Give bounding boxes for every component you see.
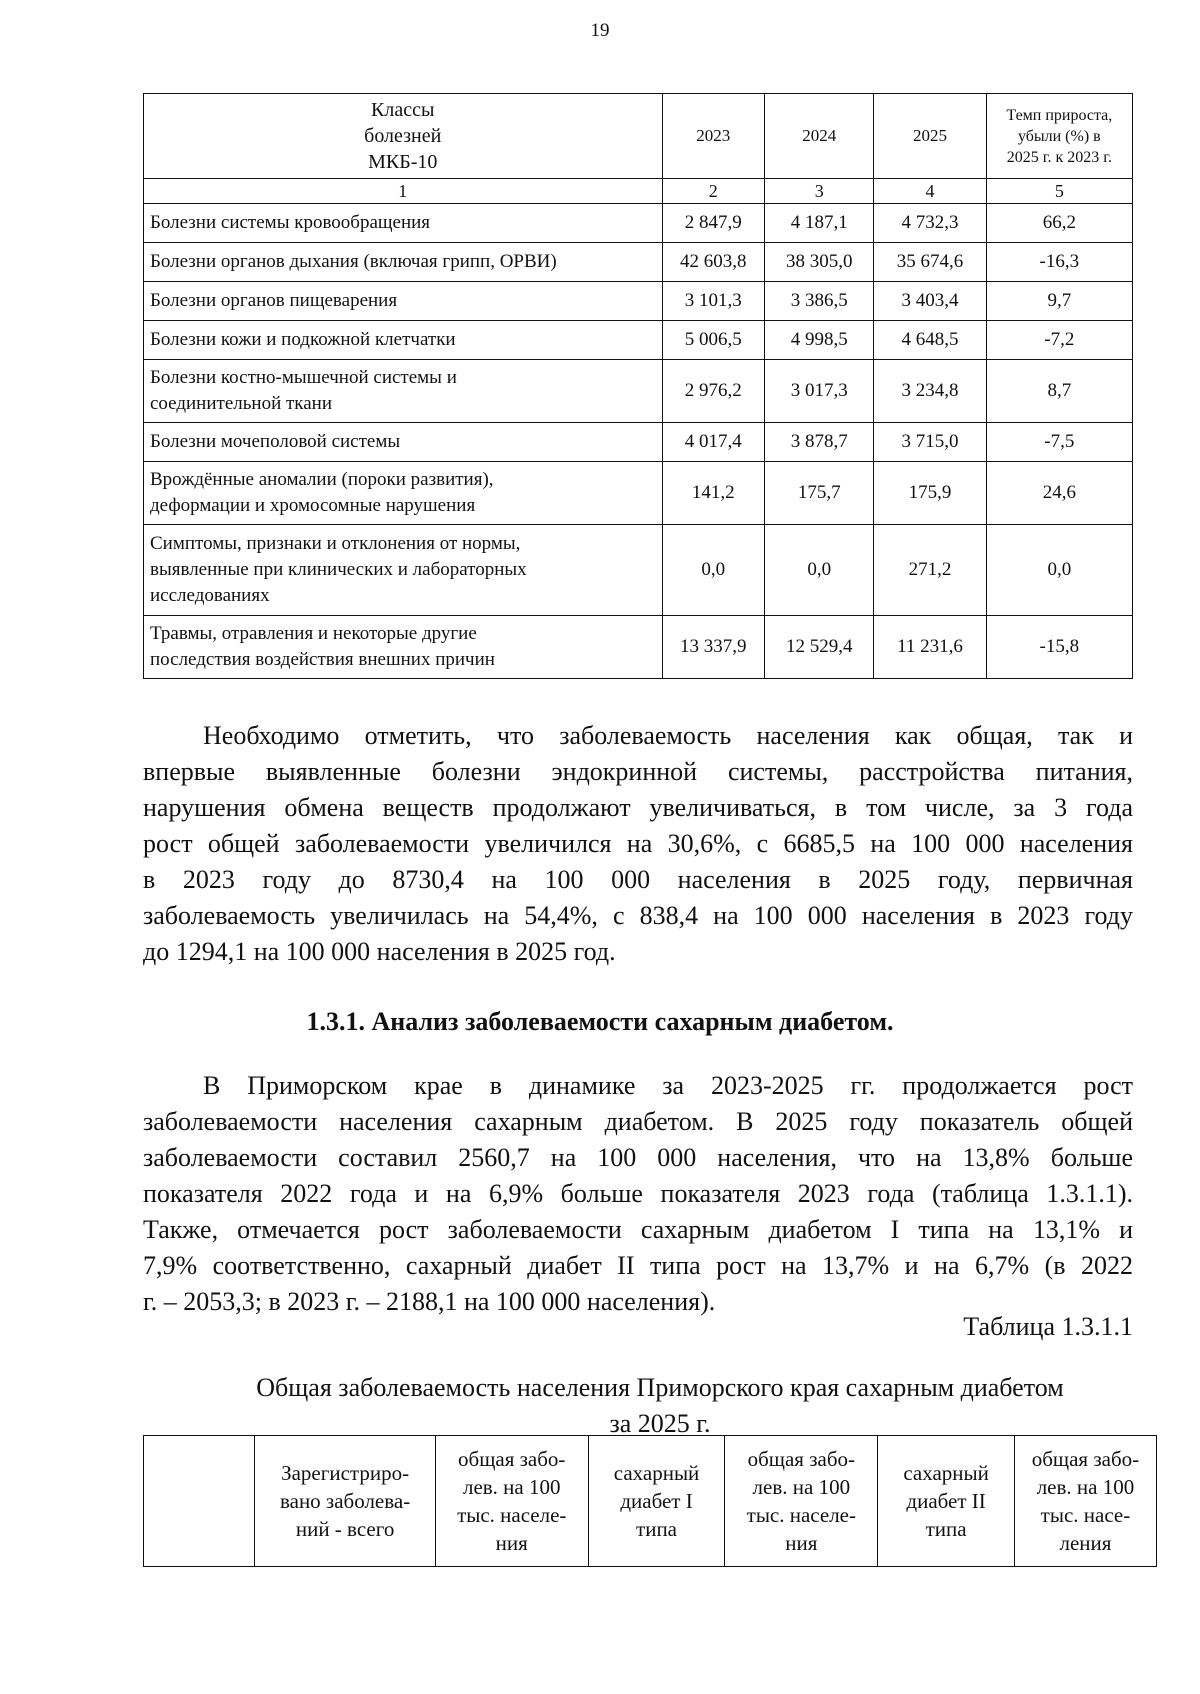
value-2024: 4 187,1 — [765, 204, 874, 243]
value-2024: 12 529,4 — [765, 616, 874, 679]
paragraph-line: показателя 2022 года и на 6,9% больше показателя 2023 года (таблица 1.3.1.1). — [143, 1179, 1133, 1208]
diabetes-table-header-cell — [878, 1436, 1015, 1567]
diabetes-table-header-cell — [144, 1436, 255, 1567]
paragraph-diabetes-analysis — [143, 1068, 1133, 1320]
diabetes-table — [143, 1435, 1157, 1567]
header-line: МКБ-10 — [368, 151, 438, 173]
disease-class-line: Болезни органов пищеварения — [150, 290, 398, 311]
disease-class-line: исследованиях — [150, 585, 270, 606]
header-line: ния — [495, 1531, 528, 1555]
paragraph-line: 7,9% соответственно, сахарный диабет II типа рост на 13,7% и на 6,7% (в 2022 — [143, 1251, 1133, 1280]
growth-rate: 8,7 — [986, 360, 1132, 423]
header-line: лев. на 100 — [462, 1475, 561, 1499]
header-line: ний - всего — [295, 1517, 395, 1541]
table-row — [144, 616, 1133, 679]
diabetes-table-header-cell — [435, 1436, 588, 1567]
paragraph-line: В Приморском крае в динамике за 2023-2025 гг. продолжается рост — [203, 1071, 1133, 1100]
diabetes-table-header-cell — [1014, 1436, 1156, 1567]
header-line: общая забо- — [747, 1447, 856, 1471]
disease-class-line: соединительной ткани — [150, 393, 333, 414]
disease-class-line: Симптомы, признаки и отклонения от нормы, — [150, 533, 521, 554]
paragraph-morbidity-trend — [143, 718, 1133, 970]
value-2023: 2 847,9 — [662, 204, 765, 243]
column-number: 5 — [986, 179, 1132, 204]
growth-rate: -15,8 — [986, 616, 1132, 679]
header-line: болезней — [364, 125, 442, 147]
table-row — [144, 243, 1133, 282]
disease-classes-table — [143, 93, 1133, 679]
value-2025: 35 674,6 — [874, 243, 986, 282]
header-line: 2025 г. к 2023 г. — [1006, 148, 1112, 166]
table-row — [144, 360, 1133, 423]
value-2025: 3 715,0 — [874, 423, 986, 462]
header-line: тыс. насе- — [1040, 1503, 1131, 1527]
paragraph-line: впервые выявленные болезни эндокринной системы, расстройства питания, — [143, 757, 1133, 786]
disease-class-name — [144, 423, 663, 462]
header-line: ния — [785, 1531, 818, 1555]
header-line: диабет II — [906, 1489, 986, 1513]
value-2025: 11 231,6 — [874, 616, 986, 679]
disease-class-name — [144, 525, 663, 616]
value-2023: 2 976,2 — [662, 360, 765, 423]
value-2024: 4 998,5 — [765, 321, 874, 360]
header-line: общая забо- — [1031, 1447, 1140, 1471]
disease-class-name — [144, 321, 663, 360]
growth-rate: 9,7 — [986, 282, 1132, 321]
table-row — [144, 423, 1133, 462]
table-header-row — [144, 94, 1133, 179]
column-number-row — [144, 179, 1133, 204]
value-2023: 3 101,3 — [662, 282, 765, 321]
value-2023: 5 006,5 — [662, 321, 765, 360]
column-number: 4 — [874, 179, 986, 204]
header-disease-class — [144, 94, 663, 179]
disease-class-name — [144, 282, 663, 321]
header-growth-rate — [986, 94, 1132, 179]
paragraph-line: заболеваемость увеличилась на 54,4%, с 838,4 на 100 000 населения в 2023 году — [143, 901, 1133, 930]
growth-rate: 0,0 — [986, 525, 1132, 616]
header-2024: 2024 — [765, 94, 874, 179]
disease-class-line: Болезни системы кровообращения — [150, 212, 431, 233]
table-row — [144, 282, 1133, 321]
table-body — [144, 204, 1133, 679]
value-2024: 3 878,7 — [765, 423, 874, 462]
value-2024: 0,0 — [765, 525, 874, 616]
header-line: диабет I — [620, 1489, 693, 1513]
value-2024: 3 386,5 — [765, 282, 874, 321]
disease-class-line: последствия воздействия внешних причин — [150, 649, 495, 670]
disease-class-name — [144, 360, 663, 423]
growth-rate: -7,5 — [986, 423, 1132, 462]
header-line: вано заболева- — [279, 1489, 411, 1513]
value-2025: 175,9 — [874, 462, 986, 525]
header-line: Темп прироста, — [1006, 106, 1113, 124]
value-2023: 42 603,8 — [662, 243, 765, 282]
paragraph-line: нарушения обмена веществ продолжают увеличиваться, в том числе, за 3 года — [143, 793, 1133, 822]
value-2025: 3 234,8 — [874, 360, 986, 423]
header-line: сахарный — [613, 1461, 700, 1485]
diabetes-table-header-row — [144, 1436, 1157, 1567]
value-2024: 38 305,0 — [765, 243, 874, 282]
header-line: общая забо- — [458, 1447, 566, 1471]
disease-class-line: Травмы, отравления и некоторые другие — [150, 623, 477, 644]
page-number: 19 — [590, 20, 610, 41]
header-line: лев. на 100 — [752, 1475, 851, 1499]
paragraph-line: заболеваемости населения сахарным диабетом. В 2025 году показатель общей — [143, 1107, 1133, 1136]
value-2023: 4 017,4 — [662, 423, 765, 462]
growth-rate: -16,3 — [986, 243, 1132, 282]
table-row — [144, 204, 1133, 243]
column-number: 3 — [765, 179, 874, 204]
disease-class-name — [144, 243, 663, 282]
header-line: тыс. населе- — [746, 1503, 856, 1527]
value-2023: 0,0 — [662, 525, 765, 616]
table-row — [144, 321, 1133, 360]
table-row — [144, 525, 1133, 616]
header-line: убыли (%) в — [1017, 127, 1101, 145]
disease-class-name — [144, 616, 663, 679]
value-2024: 3 017,3 — [765, 360, 874, 423]
paragraph-line: Необходимо отметить, что заболеваемость населения как общая, так и — [203, 721, 1133, 750]
header-line: Зарегистриро- — [281, 1461, 410, 1485]
paragraph-line: Также, отмечается рост заболеваемости сахарным диабетом I типа на 13,1% и — [143, 1215, 1133, 1244]
table-title — [200, 1370, 1120, 1442]
header-line: лев. на 100 — [1036, 1475, 1135, 1499]
table-row — [144, 462, 1133, 525]
disease-class-line: Болезни органов дыхания (включая грипп, ОРВИ) — [150, 251, 557, 272]
growth-rate: -7,2 — [986, 321, 1132, 360]
growth-rate: 66,2 — [986, 204, 1132, 243]
value-2023: 13 337,9 — [662, 616, 765, 679]
paragraph-line: в 2023 году до 8730,4 на 100 000 населения в 2025 году, первичная — [143, 865, 1133, 894]
disease-class-line: Болезни мочеполовой системы — [150, 431, 401, 452]
value-2024: 175,7 — [765, 462, 874, 525]
paragraph-line: до 1294,1 на 100 000 населения в 2025 год. — [143, 937, 616, 966]
section-heading: 1.3.1. Анализ заболеваемости сахарным диабетом. — [306, 1007, 894, 1036]
diabetes-table-header-cell — [255, 1436, 435, 1567]
value-2025: 4 732,3 — [874, 204, 986, 243]
value-2023: 141,2 — [662, 462, 765, 525]
value-2025: 4 648,5 — [874, 321, 986, 360]
diabetes-table-header-cell — [725, 1436, 878, 1567]
disease-class-line: деформации и хромосомные нарушения — [150, 495, 476, 516]
header-2023: 2023 — [662, 94, 765, 179]
table-title-line: за 2025 г. — [609, 1409, 711, 1438]
header-line: Классы — [371, 99, 435, 121]
value-2025: 271,2 — [874, 525, 986, 616]
table-title-line: Общая заболеваемость населения Приморского края сахарным диабетом — [256, 1373, 1064, 1402]
paragraph-line: г. – 2053,3; в 2023 г. – 2188,1 на 100 000 населения). — [143, 1287, 716, 1316]
table-label: Таблица 1.3.1.1 — [963, 1312, 1133, 1341]
header-line: сахарный — [903, 1461, 989, 1485]
disease-class-line: Врождённые аномалии (пороки развития), — [150, 469, 494, 490]
disease-class-name — [144, 462, 663, 525]
header-line: ления — [1059, 1531, 1112, 1555]
disease-class-line: выявленные при клинических и лабораторных — [150, 559, 527, 580]
paragraph-line: рост общей заболеваемости увеличился на 30,6%, с 6685,5 на 100 000 населения — [143, 829, 1133, 858]
header-line: типа — [636, 1517, 678, 1541]
column-number: 2 — [662, 179, 765, 204]
column-number: 1 — [144, 179, 663, 204]
paragraph-line: заболеваемости составил 2560,7 на 100 000 населения, что на 13,8% больше — [143, 1143, 1133, 1172]
diabetes-table-header-cell — [588, 1436, 725, 1567]
header-2025: 2025 — [874, 94, 986, 179]
disease-class-line: Болезни кожи и подкожной клетчатки — [150, 329, 456, 350]
header-line: типа — [925, 1517, 967, 1541]
growth-rate: 24,6 — [986, 462, 1132, 525]
disease-class-name — [144, 204, 663, 243]
value-2025: 3 403,4 — [874, 282, 986, 321]
header-line: тыс. населе- — [457, 1503, 567, 1527]
disease-class-line: Болезни костно-мышечной системы и — [150, 367, 457, 388]
